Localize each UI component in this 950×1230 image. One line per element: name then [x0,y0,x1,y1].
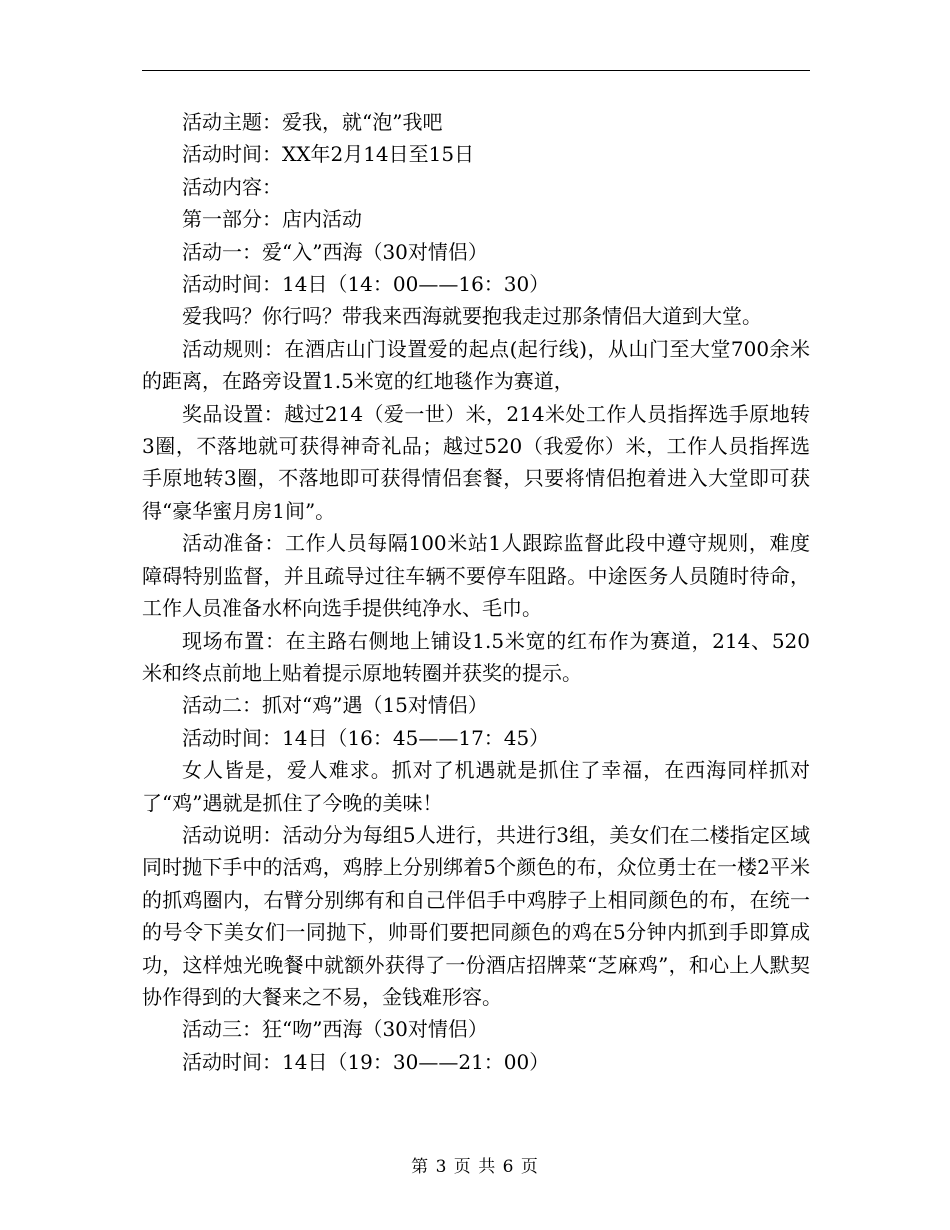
paragraph: 活动三：狂“吻”西海（30对情侣） [182,1017,488,1042]
header-rule [142,70,810,71]
page-footer: 第 3 页 共 6 页 [411,1157,539,1177]
paragraph: 现场布置：在主路右侧地上铺设1.5米宽的红布作为赛道，214、520米和终点前地上贴着提示原地转圈并获奖的提示。 [142,628,810,685]
paragraph: 活动主题：爱我，就“泡”我吧 [182,110,443,134]
paragraph: 活动一：爱“入”西海（30对情侣） [182,239,488,264]
document-body [142,106,810,1078]
paragraph: 活动说明：活动分为每组5人进行，共进行3组，美女们在二楼指定区域同时抛下手中的活鸡，鸡脖上分别绑着5个颜色的布，众位勇士在一楼2平米的抓鸡圈内，右臂分别绑有和自己伴侣手中鸡脖子上相同颜色的布，在统一的号令下美女们一同抛下，帅哥们要把同颜色的鸡在5分钟内抓到手即算成功，这样烛光晚餐中就额外获得了一份酒店招牌菜“芝麻鸡”，和心上人默契协作得到的大餐来之不易，金钱难形容。 [142,822,810,1009]
paragraph: 奖品设置：越过214（爱一世）米，214米处工作人员指挥选手原地转3圈，不落地就可获得神奇礼品；越过520（我爱你）米，工作人员指挥选手原地转3圈，不落地即可获得情侣套餐，只要将情侣抱着进入大堂即可获得“豪华蜜月房1间”。 [142,401,810,523]
paragraph: 女人皆是，爱人难求。抓对了机遇就是抓住了幸福，在西海同样抓对了“鸡”遇就是抓住了今晚的美味！ [142,758,810,815]
paragraph: 活动时间：XX年2月14日至15日 [182,142,475,167]
paragraph: 活动准备：工作人员每隔100米站1人跟踪监督此段中遵守规则，难度障碍特别监督，并且疏导过往车辆不要停车阻路。中途医务人员随时待命，工作人员准备水杯向选手提供纯净水、毛巾。 [142,531,810,621]
paragraph: 第一部分：店内活动 [182,207,362,232]
paragraph: 活动时间：14日（16：45——17：45） [182,725,550,750]
paragraph: 活动规则：在酒店山门设置爱的起点(起行线)，从山门至大堂700余米的距离，在路旁设置1.5米宽的红地毯作为赛道， [142,336,810,394]
paragraph: 活动时间：14日（14：00——16：30） [182,272,550,297]
paragraph: 活动时间：14日（19：30——21：00） [182,1049,550,1074]
paragraph: 活动内容： [182,174,282,199]
paragraph: 活动二：抓对“鸡”遇（15对情侣） [182,693,488,718]
paragraph: 爱我吗？你行吗？带我来西海就要抱我走过那条情侣大道到大堂。 [182,304,762,329]
